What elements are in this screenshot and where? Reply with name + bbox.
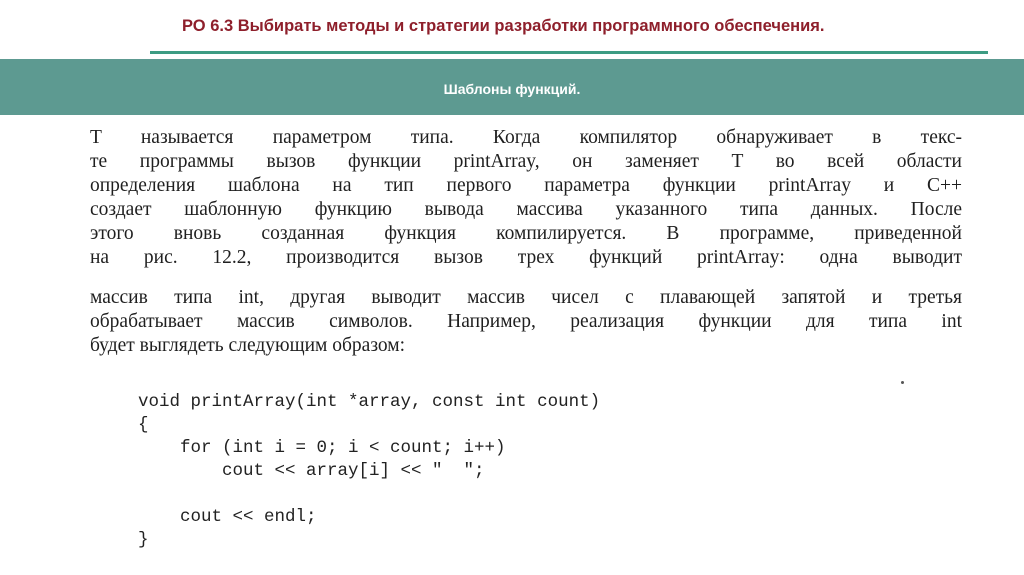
- scan-speck: [901, 381, 904, 384]
- code-line: for (int i = 0; i < count; i++): [138, 438, 506, 458]
- code-line: cout << endl;: [138, 507, 317, 527]
- paragraph-line: создает шаблонную функцию вывода массива указанного типа данных. После: [90, 199, 962, 220]
- paragraph-line: будет выглядеть следующим образом:: [90, 335, 406, 356]
- title-divider: [150, 51, 988, 54]
- paragraph-line: этого вновь созданная функция компилируется. В программе, приведенной: [90, 223, 962, 244]
- paragraph-line: те программы вызов функции printArray, он заменяет T во всей области: [90, 151, 962, 172]
- slide-title: РО 6.3 Выбирать методы и стратегии разработки программного обеспечения.: [182, 17, 825, 35]
- section-band: [0, 59, 1024, 115]
- paragraph-line: определения шаблона на тип первого параметра функции printArray и C++: [90, 175, 962, 196]
- code-listing: [138, 391, 601, 575]
- code-line: }: [138, 530, 149, 550]
- paragraph-line: T называется параметром типа. Когда компилятор обнаруживает в текс-: [90, 127, 962, 148]
- paragraph-line: на рис. 12.2, производится вызов трех функций printArray: одна выводит: [90, 247, 962, 268]
- paragraph-line: обрабатывает массив символов. Например, реализация функции для типа int: [90, 311, 962, 332]
- code-line: void printArray(int *array, const int count): [138, 392, 601, 412]
- section-title: Шаблоны функций.: [443, 81, 581, 97]
- code-line: {: [138, 415, 149, 435]
- code-line: cout << array[i] << " ";: [138, 461, 485, 481]
- paragraph-line: массив типа int, другая выводит массив чисел с плавающей запятой и третья: [90, 287, 962, 308]
